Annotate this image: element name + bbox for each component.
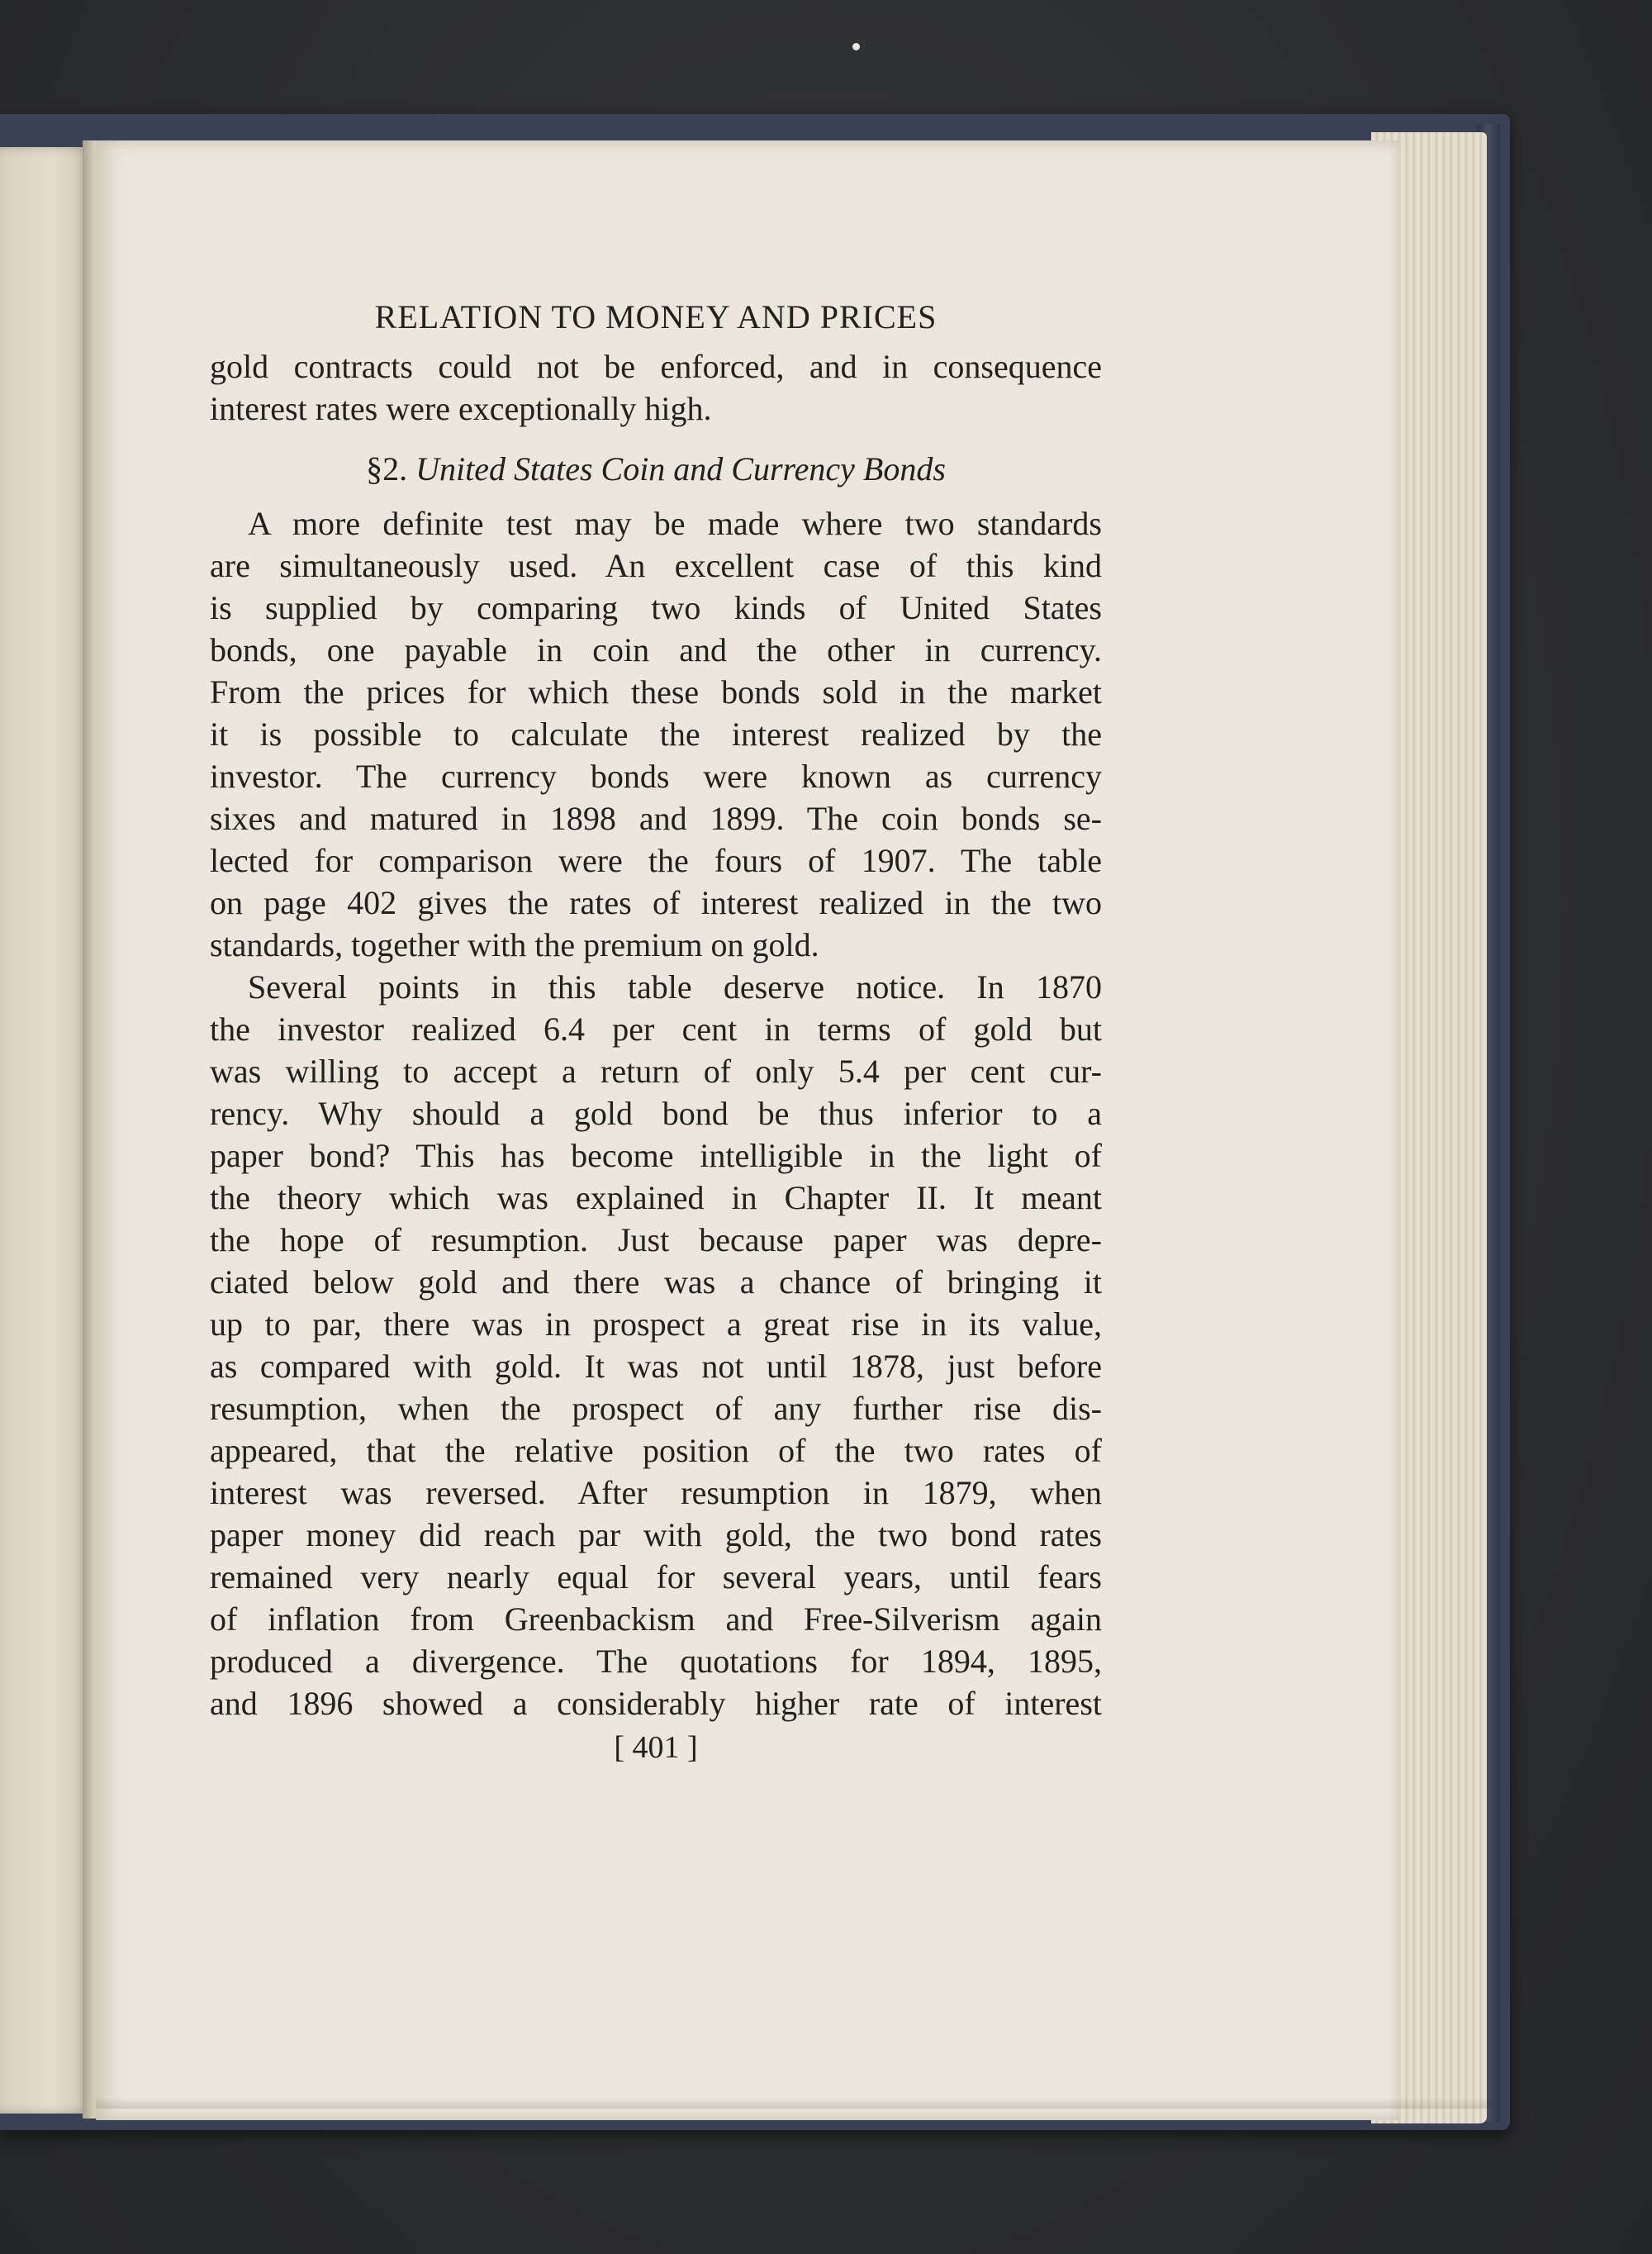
paragraph-3 [210, 966, 1102, 1724]
text-line: Several points in this table deserve notice. In 1870 [248, 968, 1102, 1006]
text-line: A more definite test may be made where two standards [248, 505, 1102, 542]
text-line: produced a divergence. The quotations for 1894, 1895, [210, 1643, 1102, 1680]
dust-speck [852, 43, 860, 50]
text-line: rency. Why should a gold bond be thus inferior to a [210, 1095, 1102, 1132]
text-line: resumption, when the prospect of any further rise dis- [210, 1390, 1102, 1427]
text-line: sixes and matured in 1898 and 1899. The coin bonds se- [210, 800, 1102, 837]
text-line: the theory which was explained in Chapter II. It meant [210, 1179, 1102, 1216]
running-head: RELATION TO MONEY AND PRICES [374, 298, 938, 335]
text-line: bonds, one payable in coin and the other in currency. [210, 631, 1102, 668]
text-line: standards, together with the premium on gold. [210, 926, 819, 963]
section-number: §2. [366, 450, 408, 487]
text-line: is supplied by comparing two kinds of United States [210, 589, 1102, 626]
text-line: appeared, that the relative position of the two rates of [210, 1432, 1102, 1469]
text-line: investor. The currency bonds were known as currency [210, 758, 1102, 795]
section-heading [210, 450, 1102, 487]
text-line: paper bond? This has become intelligible in the light of [210, 1137, 1102, 1174]
page-bottom-shadow [96, 2097, 1492, 2109]
text-line: remained very nearly equal for several years, until fears [210, 1558, 1102, 1595]
paragraph-2 [210, 502, 1102, 966]
left-page [0, 147, 89, 2114]
text-line: lected for comparison were the fours of 1907. The table [210, 842, 1102, 879]
text-line: gold contracts could not be enforced, and in consequence [210, 348, 1102, 385]
text-line: are simultaneously used. An excellent case of this kind [210, 547, 1102, 584]
text-line: and 1896 showed a considerably higher rate of interest [210, 1685, 1102, 1722]
text-line: the investor realized 6.4 per cent in terms of gold but [210, 1010, 1102, 1048]
section-title: United States Coin and Currency Bonds [415, 450, 946, 487]
text-line: interest was reversed. After resumption in 1879, when [210, 1474, 1102, 1511]
page-number: [ 401 ] [614, 1730, 698, 1765]
text-line: on page 402 gives the rates of interest realized in the two [210, 884, 1102, 921]
page-text [210, 298, 1102, 1766]
text-line: ciated below gold and there was a chance of bringing it [210, 1263, 1102, 1301]
text-line: of inflation from Greenbackism and Free-Silverism again [210, 1600, 1102, 1638]
text-line: up to par, there was in prospect a great rise in its value, [210, 1305, 1102, 1343]
text-line: From the prices for which these bonds sold in the market [210, 673, 1102, 711]
text-line: as compared with gold. It was not until 1878, just before [210, 1348, 1102, 1385]
text-line: paper money did reach par with gold, the two bond rates [210, 1516, 1102, 1553]
text-line: it is possible to calculate the interest realized by the [210, 716, 1102, 753]
text-line: was willing to accept a return of only 5.4 per cent cur- [210, 1053, 1102, 1090]
text-line: the hope of resumption. Just because paper was depre- [210, 1221, 1102, 1258]
paragraph-1 [210, 345, 1102, 430]
text-line: interest rates were exceptionally high. [210, 390, 712, 427]
